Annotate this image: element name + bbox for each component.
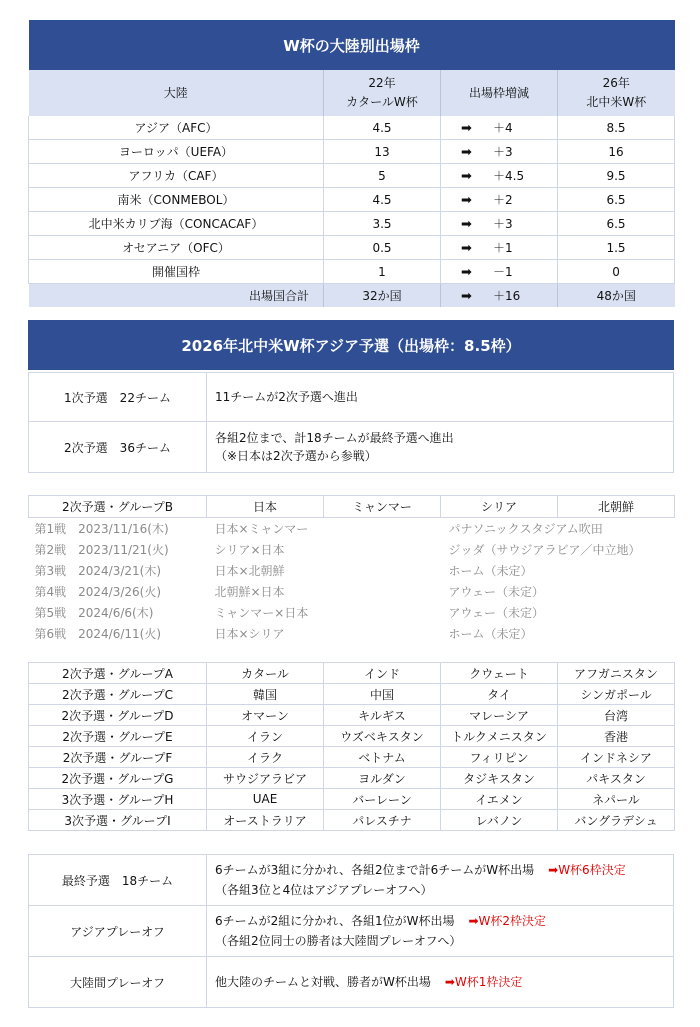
group-name-cell: 3次予選・グループI — [29, 810, 207, 831]
header-2026: 26年 北中米W杯 — [558, 70, 675, 116]
stage-result-note: ➡W杯2枠決定 — [468, 914, 547, 928]
header-2022: 22年 カタールW杯 — [324, 70, 441, 116]
group-name-cell: 3次予選・グループH — [29, 789, 207, 810]
match-number: 第3戦 — [34, 564, 67, 578]
match-date: 2024/3/21(木) — [78, 564, 162, 578]
team-cell: ウズベキスタン — [324, 726, 441, 747]
match-number: 第4戦 — [34, 585, 67, 599]
allocation-row — [29, 188, 675, 212]
allocation-row — [29, 236, 675, 260]
quota-2026-cell: 6.5 — [558, 188, 675, 212]
group-b-header-cell: 北朝鮮 — [558, 496, 675, 518]
continent-cell: アジア（AFC） — [29, 116, 324, 140]
continent-cell: 北中米カリブ海（CONCACAF） — [29, 212, 324, 236]
total-label: 出場国合計 — [29, 284, 324, 308]
group-row — [29, 663, 675, 684]
match-row — [29, 539, 675, 560]
team-cell: アフガニスタン — [558, 663, 675, 684]
group-b-table — [28, 495, 675, 644]
match-teams: 北朝鮮×日本 — [214, 585, 285, 599]
quota-2022-cell: 0.5 — [324, 236, 441, 260]
round1-row — [29, 373, 674, 422]
stage-row — [29, 855, 674, 906]
team-cell: クウェート — [441, 663, 558, 684]
match-number: 第5戦 — [34, 606, 67, 620]
stage-subnote: （各組3位と4位はアジアプレーオフへ） — [215, 883, 433, 897]
allocation-row — [29, 140, 675, 164]
quota-2022-cell: 4.5 — [324, 188, 441, 212]
team-cell: 韓国 — [207, 684, 324, 705]
team-cell: ヨルダン — [324, 768, 441, 789]
group-row — [29, 810, 675, 831]
match-teams: ミャンマー×日本 — [214, 606, 309, 620]
stage-result-note: ➡W杯1枠決定 — [444, 975, 523, 989]
stage-label: 最終予選 18チーム — [29, 855, 207, 906]
team-cell: シンガポール — [558, 684, 675, 705]
change-value: ＋1 — [493, 241, 513, 255]
continent-cell: オセアニア（OFC） — [29, 236, 324, 260]
quota-2026-cell: 0 — [558, 260, 675, 284]
match-venue: ジッダ（サウジアラビア／中立地） — [448, 543, 641, 557]
team-cell: イエメン — [441, 789, 558, 810]
team-cell: 香港 — [558, 726, 675, 747]
final-stages-table — [28, 854, 674, 1008]
match-teams: 日本×ミャンマー — [214, 522, 309, 536]
change-cell — [441, 140, 558, 164]
match-date: 2023/11/16(木) — [78, 522, 169, 536]
team-cell: タジキスタン — [441, 768, 558, 789]
group-b-header-row — [29, 496, 675, 518]
group-row — [29, 789, 675, 810]
team-cell: イラン — [207, 726, 324, 747]
quota-2022-cell: 1 — [324, 260, 441, 284]
stage-row — [29, 957, 674, 1008]
team-cell: オマーン — [207, 705, 324, 726]
match-date: 2024/3/26(火) — [78, 585, 162, 599]
change-cell — [441, 236, 558, 260]
quota-2022-cell: 3.5 — [324, 212, 441, 236]
stage-description: 他大陸のチームと対戦、勝者がW杯出場 — [215, 975, 431, 989]
match-row — [29, 623, 675, 644]
quota-2026-cell: 9.5 — [558, 164, 675, 188]
stage-subnote: （各組2位同士の勝者は大陸間プレーオフへ） — [215, 934, 462, 948]
quota-2022-cell: 13 — [324, 140, 441, 164]
match-teams: シリア×日本 — [214, 543, 285, 557]
round2-text: 各組2位まで、計18チームが最終予選へ進出 （※日本は2次予選から参戦） — [207, 422, 674, 473]
total-2022: 32か国 — [324, 284, 441, 308]
round2-row — [29, 422, 674, 473]
allocation-table — [28, 20, 675, 307]
match-venue: アウェー（未定） — [448, 606, 545, 620]
group-b-header-cell: 日本 — [207, 496, 324, 518]
allocation-total-row — [29, 284, 675, 308]
change-cell — [441, 116, 558, 140]
team-cell: サウジアラビア — [207, 768, 324, 789]
arrow-icon: ➡ — [461, 289, 472, 304]
team-cell: マレーシア — [441, 705, 558, 726]
round1-label: 1次予選 22チーム — [29, 373, 207, 422]
stage-description: 6チームが2組に分かれ、各組1位がW杯出場 — [215, 914, 455, 928]
group-row — [29, 705, 675, 726]
arrow-icon: ➡ — [461, 145, 472, 160]
team-cell: オーストラリア — [207, 810, 324, 831]
total-change: ➡ ＋16 — [441, 284, 558, 308]
stage-label: アジアプレーオフ — [29, 906, 207, 957]
match-number-date — [29, 602, 207, 623]
allocation-header-row — [29, 70, 675, 116]
continent-cell: 開催国枠 — [29, 260, 324, 284]
group-name-cell: 2次予選・グループF — [29, 747, 207, 768]
change-value: －1 — [493, 265, 513, 279]
stage-label: 大陸間プレーオフ — [29, 957, 207, 1008]
allocation-title: W杯の大陸別出場枠 — [29, 20, 675, 70]
change-cell — [441, 164, 558, 188]
match-venue: ホーム（未定） — [448, 564, 533, 578]
allocation-row — [29, 164, 675, 188]
team-cell: フィリピン — [441, 747, 558, 768]
group-row — [29, 684, 675, 705]
stage-text — [207, 957, 674, 1008]
team-cell: 中国 — [324, 684, 441, 705]
match-date: 2024/6/11(火) — [78, 627, 162, 641]
match-number: 第2戦 — [34, 543, 67, 557]
asia-qualifier-title: 2026年北中米W杯アジア予選（出場枠：8.5枠） — [28, 320, 674, 370]
header-change: 出場枠増減 — [441, 70, 558, 116]
team-cell: キルギス — [324, 705, 441, 726]
group-name-cell: 2次予選・グループE — [29, 726, 207, 747]
team-cell: カタール — [207, 663, 324, 684]
match-teams: 日本×シリア — [214, 627, 285, 641]
group-row — [29, 747, 675, 768]
team-cell: タイ — [441, 684, 558, 705]
stage-result-note: ➡W杯6枠決定 — [548, 863, 626, 877]
stage-row — [29, 906, 674, 957]
match-number: 第6戦 — [34, 627, 67, 641]
group-name-cell: 2次予選・グループC — [29, 684, 207, 705]
group-b-header-cell: 2次予選・グループB — [29, 496, 207, 518]
match-venue: パナソニックスタジアム吹田 — [448, 522, 603, 536]
match-row — [29, 560, 675, 581]
match-date: 2024/6/6(木) — [78, 606, 154, 620]
quota-2022-cell: 5 — [324, 164, 441, 188]
change-cell — [441, 212, 558, 236]
qualifier-rounds-table — [28, 372, 674, 473]
header-continent: 大陸 — [29, 70, 324, 116]
group-b-header-cell: シリア — [441, 496, 558, 518]
arrow-icon: ➡ — [461, 193, 472, 208]
team-cell: バーレーン — [324, 789, 441, 810]
arrow-icon: ➡ — [461, 121, 472, 136]
match-venue: ホーム（未定） — [448, 627, 533, 641]
match-row — [29, 581, 675, 602]
match-number: 第1戦 — [34, 522, 67, 536]
quota-2026-cell: 8.5 — [558, 116, 675, 140]
group-name-cell: 2次予選・グループG — [29, 768, 207, 789]
change-cell — [441, 260, 558, 284]
quota-2022-cell: 4.5 — [324, 116, 441, 140]
match-date: 2023/11/21(火) — [78, 543, 169, 557]
arrow-icon: ➡ — [461, 241, 472, 256]
match-teams: 日本×北朝鮮 — [214, 564, 285, 578]
group-name-cell: 2次予選・グループA — [29, 663, 207, 684]
match-number-date — [29, 539, 207, 560]
team-cell: インド — [324, 663, 441, 684]
continent-cell: アフリカ（CAF） — [29, 164, 324, 188]
match-number-date — [29, 560, 207, 581]
team-cell: トルクメニスタン — [441, 726, 558, 747]
stage-text — [207, 906, 674, 957]
change-cell — [441, 188, 558, 212]
change-value: ＋3 — [493, 217, 513, 231]
change-value: ＋3 — [493, 145, 513, 159]
team-cell: UAE — [207, 789, 324, 810]
groups-table — [28, 662, 675, 831]
change-value: ＋4.5 — [493, 169, 525, 183]
stage-text — [207, 855, 674, 906]
continent-cell: 南米（CONMEBOL） — [29, 188, 324, 212]
quota-2026-cell: 6.5 — [558, 212, 675, 236]
group-row — [29, 726, 675, 747]
change-value: ＋4 — [493, 121, 513, 135]
match-row — [29, 602, 675, 623]
team-cell: ネパール — [558, 789, 675, 810]
team-cell: レバノン — [441, 810, 558, 831]
match-row — [29, 518, 675, 540]
arrow-icon: ➡ — [461, 217, 472, 232]
change-value: ＋2 — [493, 193, 513, 207]
match-number-date — [29, 518, 207, 540]
round1-text: 11チームが2次予選へ進出 — [207, 373, 674, 422]
match-venue: アウェー（未定） — [448, 585, 545, 599]
group-b-header-cell: ミャンマー — [324, 496, 441, 518]
arrow-icon: ➡ — [461, 169, 472, 184]
team-cell: 台湾 — [558, 705, 675, 726]
team-cell: バングラデシュ — [558, 810, 675, 831]
quota-2026-cell: 1.5 — [558, 236, 675, 260]
team-cell: イラク — [207, 747, 324, 768]
allocation-row — [29, 116, 675, 140]
arrow-icon: ➡ — [461, 265, 472, 280]
group-row — [29, 768, 675, 789]
allocation-row — [29, 260, 675, 284]
team-cell: ベトナム — [324, 747, 441, 768]
total-2026: 48か国 — [558, 284, 675, 308]
team-cell: パレスチナ — [324, 810, 441, 831]
match-number-date — [29, 623, 207, 644]
stage-description: 6チームが3組に分かれ、各組2位まで計6チームがW杯出場 — [215, 863, 535, 877]
round2-label: 2次予選 36チーム — [29, 422, 207, 473]
allocation-row — [29, 212, 675, 236]
group-name-cell: 2次予選・グループD — [29, 705, 207, 726]
quota-2026-cell: 16 — [558, 140, 675, 164]
team-cell: パキスタン — [558, 768, 675, 789]
match-number-date — [29, 581, 207, 602]
continent-cell: ヨーロッパ（UEFA） — [29, 140, 324, 164]
team-cell: インドネシア — [558, 747, 675, 768]
